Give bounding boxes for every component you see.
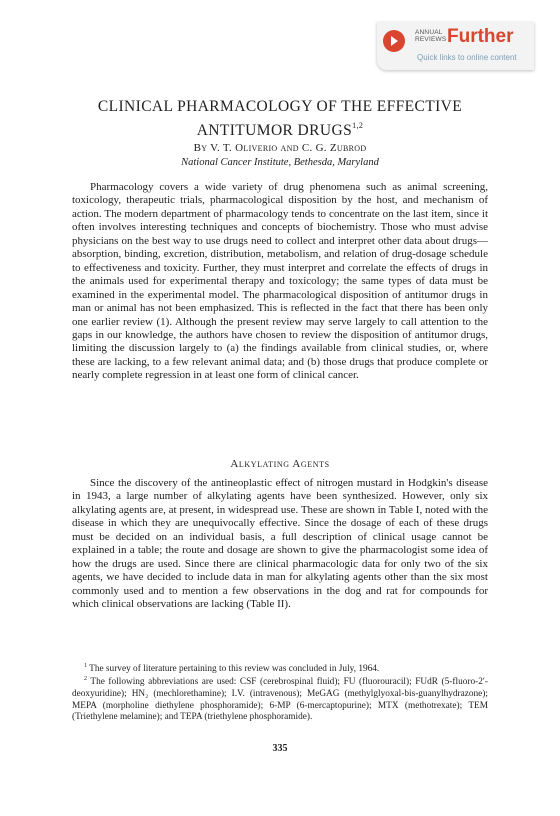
- annual-reviews-logo: ANNUAL REVIEWS: [415, 29, 447, 43]
- affiliation: National Cancer Institute, Bethesda, Maryland: [181, 157, 379, 168]
- section-heading: Alkylating Agents: [230, 458, 330, 470]
- footnote-1: $^1$ The survey of literature pertaining to this review was concluded in July, 1964.: [84, 663, 380, 675]
- article-title-line1: CLINICAL PHARMACOLOGY OF THE EFFECTIVE: [97, 98, 463, 115]
- further-label: Further: [447, 26, 514, 47]
- arrow-icon: [383, 30, 405, 52]
- page-number: 335: [272, 743, 288, 754]
- article-title-line2: ANTITUMOR DRUGS$^{1,2}$: [196, 121, 364, 139]
- further-badge[interactable]: [377, 22, 534, 70]
- byline: By V. T. Oliverio and C. G. Zubrod: [193, 142, 367, 154]
- alkylating-paragraph: Since the discovery of the antineoplastic effect of nitrogen mustard in Hodgkin's disease in 1943, a large number of alkylating agents have been synthesized. However, only six alkylating agents are, at present, in widespread use. These are shown in Table I, noted with the disease in which they are unequivocally effective. Since the dosage of each of these drugs must be decided on an individual basis, a full description of clinical usage cannot be explained in a table; the route and dosage are shown to give the pharmacologist some idea of how the drugs are used. Since there are clinical pharmacologic data for only two of the six agents, we have decided to include data in man for alkylating agents other than the six most commonly used and to mention a few observations in the dog and rat for compounds for which clinical observations are lacking (Table II).: [72, 477, 488, 611]
- footnote-2: $^2$ The following abbreviations are used: CSF (cerebrospinal fluid); FU (fluorouracil); FUdR (5-fluoro-2′-deoxyuridine); HN₂ (mechlorethamine); I.V. (intravenous); MeGAG (methylglyoxal-bis-guanylhydrazone); MEPA (morpholine diethylene phosphoramide); 6-MP (6-mercaptopurine); MTX (methotrexate); TEM (Triethylene melamine); and TEPA (triethylene phosphoramide).: [72, 676, 488, 723]
- intro-paragraph: Pharmacology covers a wide variety of drug phenomena such as animal screening, toxicology, therapeutic trials, pharmacological disposition by the host, and mechanism of action. The modern department of pharmacology tends to concentrate on the last item, since it often involves interesting techniques and concepts of biochemistry. Those who must advise physicians on the best way to use drugs need to collect and interpret other data about drugs—absorption, binding, excretion, distribution, metabolism, and relation of drug-dosage schedule to effectiveness and toxicity. Further, they must interpret and correlate the effects of drugs in the animals used for experimental therapy and toxicology; the same types of data must be examined in the experimental model. The pharmacological disposition of antitumor drugs in man or animal has not been emphasized. This is reflected in the fact that there has been only one earlier review (1). Although the present review may serve largely to call attention to the gaps in our knowledge, the authors have chosen to review the disposition of antitumor drugs, limiting the discussion largely to (a) the findings available from clinical studies, or, where these are lacking, to a few relevant animal data; and (b) those drugs that produce complete or nearly complete regression in at least one form of clinical cancer.: [72, 181, 488, 382]
- title-footnote-marks: 1,2: [352, 121, 364, 130]
- further-sublabel: Quick links to online content: [417, 53, 517, 62]
